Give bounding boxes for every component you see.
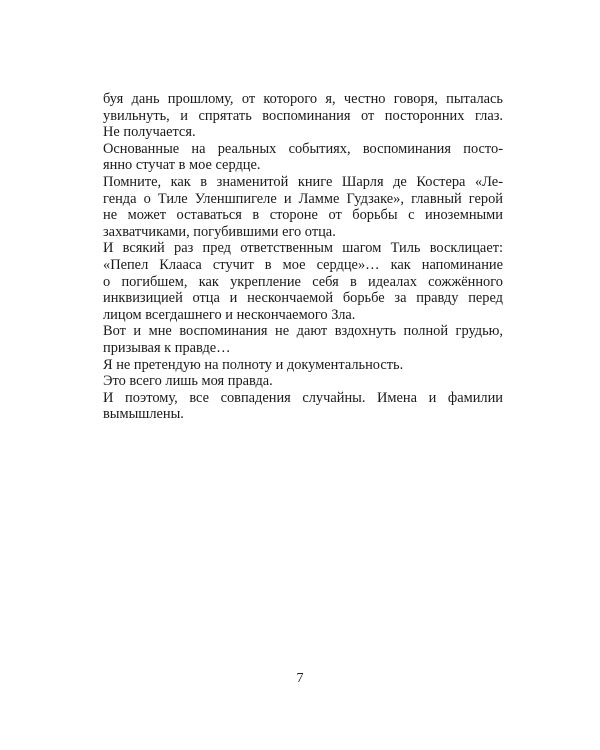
text-line: о погибшем, как укрепление себя в идеалах сожжённого bbox=[103, 273, 503, 290]
text-line: янно стучат в мое сердце. bbox=[103, 157, 261, 174]
text-line: захватчиками, погубившими его отца. bbox=[103, 223, 336, 240]
text-line: Это всего лишь моя правда. bbox=[103, 373, 273, 390]
page-number: 7 bbox=[296, 671, 304, 686]
text-line: И поэтому, все совпадения случайны. Имена и фамилии bbox=[103, 389, 503, 406]
text-line: «Пепел Клааса стучит в мое сердце»… как напоминание bbox=[103, 256, 503, 273]
text-line: Основанные на реальных событиях, воспоминания посто- bbox=[103, 140, 503, 157]
text-line: призывая к правде… bbox=[103, 339, 231, 356]
text-line: инквизицией отца и нескончаемой борьбе за правду перед bbox=[103, 290, 503, 307]
text-line: генда о Тиле Уленшпигеле и Ламме Гудзаке», главный герой bbox=[103, 190, 503, 207]
text-line: И всякий раз пред ответственным шагом Тиль восклицает: bbox=[103, 240, 503, 257]
text-line: Помните, как в знаменитой книге Шарля де Костера «Ле- bbox=[103, 173, 503, 190]
text-line: лицом всегдашнего и нескончаемого Зла. bbox=[103, 306, 356, 323]
text-line: не может оставаться в стороне от борьбы с иноземными bbox=[103, 207, 503, 224]
text-line: вымышлены. bbox=[103, 406, 184, 423]
text-line: Я не претендую на полноту и документальность. bbox=[103, 356, 404, 373]
body-text bbox=[103, 91, 503, 423]
text-line: Вот и мне воспоминания не дают вздохнуть полной грудью, bbox=[103, 323, 503, 340]
text-line: увильнуть, и спрятать воспоминания от посторонних глаз. bbox=[103, 107, 503, 124]
text-line: буя дань прошлому, от которого я, честно говоря, пыталась bbox=[103, 91, 503, 107]
text-line: Не получается. bbox=[103, 124, 196, 141]
